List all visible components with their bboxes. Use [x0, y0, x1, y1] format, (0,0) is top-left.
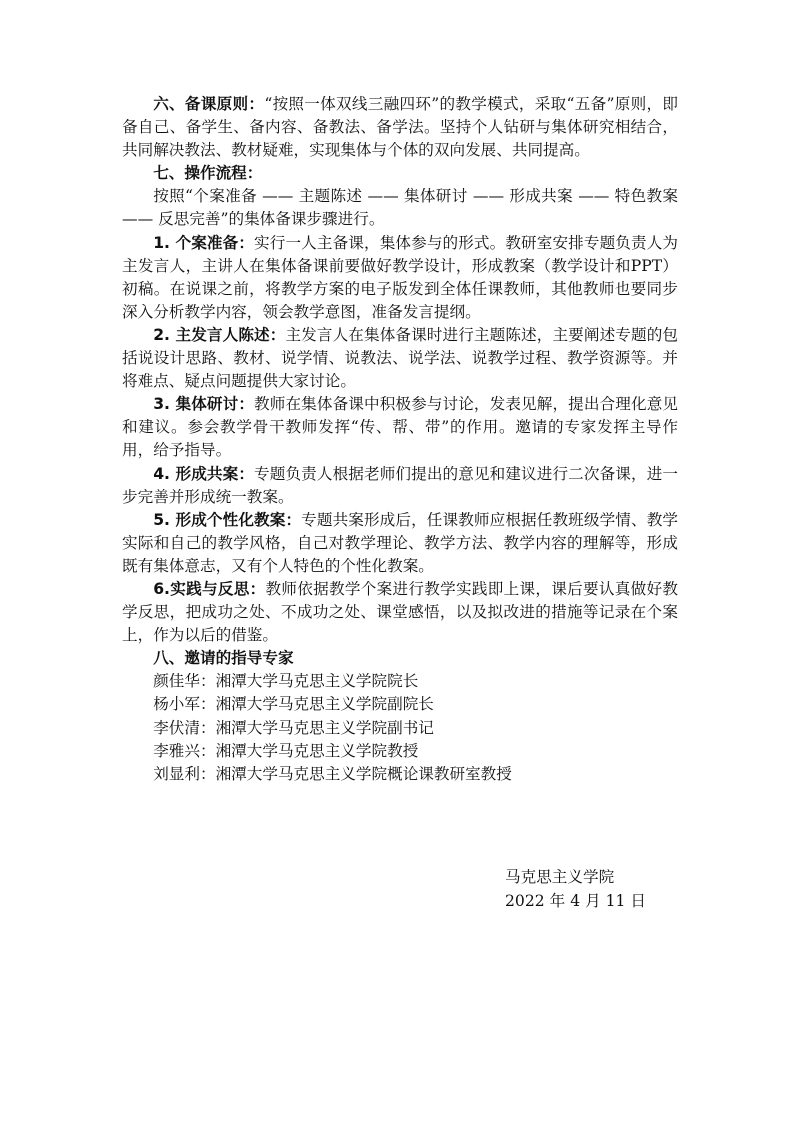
section-8-heading: 八、邀请的指导专家	[153, 649, 294, 668]
step-label: 1. 个案准备：	[153, 233, 255, 252]
step-text: 教师依据教学个案进行教学实践即上课，课后要认真做好教学反思，把成功之处、不成功之处、课堂感悟，以及拟改进的措施等记录在个案上，作为以后的借鉴。	[122, 579, 678, 645]
step-text: 实行一人主备课，集体参与的形式。教研室安排专题负责人为主发言人，主讲人在集体备课前要做好教学设计，形成教案（教学设计和PPT）初稿。在说课之前，将教学方案的电子版发到全体任课教师，其他教师也要同步深入分析教学内容，领会教学意图，准备发言提纲。	[122, 233, 678, 321]
step-text: 教师在集体备课中积极参与讨论，发表见解，提出合理化意见和建议。参会教学骨干教师发挥“传、帮、带”的作用。邀请的专家发挥主导作用，给予指导。	[122, 395, 678, 460]
step-label: 2. 主发言人陈述：	[153, 325, 286, 344]
step-text: 专题负责人根据老师们提出的意见和建议进行二次备课，进一步完善并形成统一教案。	[122, 464, 678, 506]
step-2	[122, 324, 678, 393]
step-label: 5. 形成个性化教案：	[153, 510, 302, 529]
step-text: 专题共案形成后，任课教师应根据任教班级学情、教学实际和自己的教学风格，自己对教学理论、教学方法、教学内容的理解等，形成既有集体意志，又有个人特色的个性化教案。	[122, 510, 678, 575]
step-5	[122, 509, 678, 578]
step-4	[122, 463, 678, 509]
signature-org: 马克思主义学院	[505, 868, 615, 886]
signature-date: 2022 年 4 月 11 日	[505, 892, 647, 910]
expert-item: 杨小军：湘潭大学马克思主义学院副院长	[153, 695, 434, 714]
section-7-heading-line	[122, 162, 678, 185]
expert-item: 颜佳华：湘潭大学马克思主义学院院长	[153, 672, 419, 691]
signature-block	[505, 865, 646, 913]
step-label: 6.实践与反思：	[153, 579, 266, 598]
expert-item: 李雅兴：湘潭大学马克思主义学院教授	[153, 741, 419, 760]
section-8-heading-line	[122, 647, 678, 670]
expert-item: 李伏清：湘潭大学马克思主义学院副书记	[153, 718, 434, 737]
expert-item: 刘显利：湘潭大学马克思主义学院概论课教研室教授	[153, 764, 512, 783]
step-1	[122, 232, 678, 324]
step-6	[122, 578, 678, 647]
step-label: 4. 形成共案：	[153, 464, 255, 483]
step-3	[122, 393, 678, 462]
step-text: 主发言人在集体备课时进行主题陈述，主要阐述专题的包括说设计思路、教材、说学情、说教法、说学法、说教学过程、教学资源等。并将难点、疑点问题提供大家讨论。	[122, 325, 678, 391]
document-body	[122, 93, 678, 786]
section-6-text: “按照一体双线三融四环”的教学模式，采取“五备”原则，即备自己、备学生、备内容、备教法、备学法。坚持个人钻研与集体研究相结合，共同解决教法、教材疑难，实现集体与个体的双向发展、共同提高。	[122, 95, 678, 160]
section-6-heading: 六、备课原则：	[153, 95, 265, 113]
step-label: 3. 集体研讨：	[153, 395, 255, 414]
section-7-intro: 按照“个案准备 —— 主题陈述 —— 集体研讨 —— 形成共案 —— 特色教案 —— 反思完善”的集体备课步骤进行。	[122, 187, 678, 229]
section-6-paragraph	[122, 93, 678, 162]
section-7-heading: 七、操作流程：	[153, 164, 263, 183]
